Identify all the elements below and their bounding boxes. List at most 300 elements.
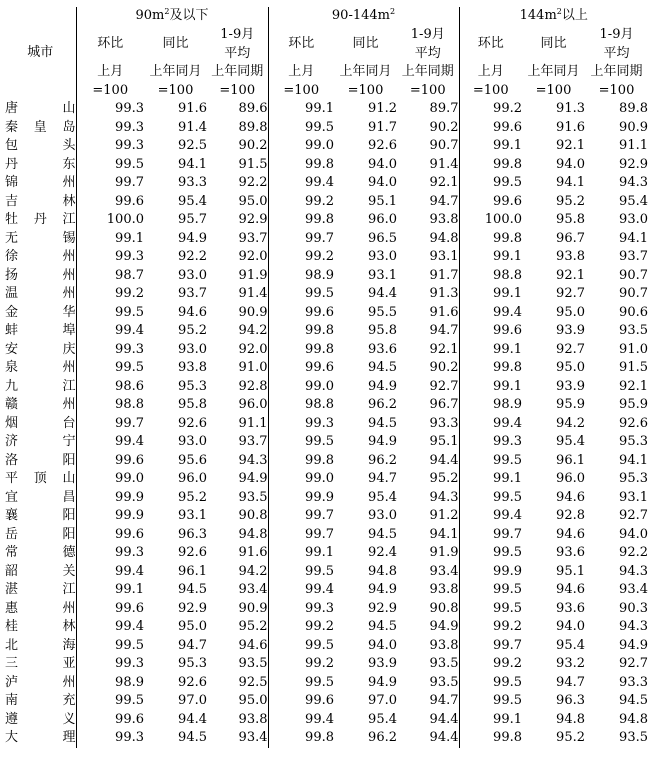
index-value: 93.6 — [556, 600, 585, 616]
index-value: 94.3 — [619, 619, 648, 634]
index-value: 95.8 — [368, 323, 397, 338]
index-value: 91.1 — [207, 415, 268, 434]
city-name: 赣州 — [5, 397, 76, 412]
base-header-cell: 上月 =100 — [76, 63, 144, 100]
index-value: 99.6 — [76, 711, 144, 730]
measure-header-cell: 环比 — [268, 26, 334, 63]
city-name: 秦皇岛 — [5, 119, 76, 135]
table-row — [5, 674, 648, 693]
index-value: 99.4 — [76, 618, 144, 637]
city-name: 南充 — [5, 693, 76, 708]
index-value: 94.4 — [397, 729, 459, 748]
price-index-table — [5, 7, 648, 748]
index-value: 93.5 — [397, 674, 459, 693]
city-name: 蚌埠 — [5, 323, 76, 338]
index-value: 99.8 — [459, 729, 522, 748]
index-value: 92.5 — [207, 674, 268, 693]
index-value: 90.7 — [397, 137, 459, 156]
table-row — [5, 692, 648, 711]
index-value: 93.4 — [207, 729, 268, 748]
table-row — [5, 119, 648, 138]
city-name: 泉州 — [5, 360, 76, 375]
index-value: 95.2 — [397, 470, 459, 489]
index-value: 99.8 — [268, 211, 334, 230]
index-value: 100.0 — [76, 211, 144, 230]
index-value: 91.3 — [556, 101, 585, 116]
table-row — [5, 211, 648, 230]
index-value: 93.3 — [619, 674, 648, 690]
index-value: 92.4 — [368, 545, 397, 560]
index-value: 98.9 — [459, 396, 522, 415]
city-name: 徐州 — [5, 249, 76, 264]
index-value: 98.8 — [459, 267, 522, 286]
index-value: 95.4 — [368, 489, 397, 505]
index-value: 94.7 — [397, 193, 459, 212]
index-value: 95.2 — [178, 489, 207, 505]
table-row — [5, 304, 648, 323]
index-value: 99.5 — [459, 452, 522, 471]
index-value: 99.3 — [268, 415, 334, 434]
index-value: 99.5 — [459, 489, 522, 508]
index-value: 99.7 — [76, 174, 144, 193]
table-row — [5, 415, 648, 434]
index-value: 99.1 — [459, 285, 522, 304]
index-value: 99.1 — [76, 230, 144, 249]
table-row — [5, 544, 648, 563]
index-value: 95.4 — [556, 637, 585, 653]
city-name: 襄阳 — [5, 508, 76, 523]
index-value: 96.2 — [368, 730, 397, 745]
index-value: 91.1 — [619, 138, 648, 153]
table-row — [5, 711, 648, 730]
index-value: 94.9 — [368, 674, 397, 690]
table-row — [5, 248, 648, 267]
index-value: 99.4 — [268, 711, 334, 730]
index-value: 96.7 — [397, 396, 459, 415]
index-value: 92.7 — [397, 378, 459, 397]
index-value: 94.2 — [207, 322, 268, 341]
index-value: 94.9 — [619, 637, 648, 653]
index-value: 98.9 — [268, 267, 334, 286]
index-value: 89.7 — [397, 100, 459, 119]
index-value: 99.2 — [459, 100, 522, 119]
table-row — [5, 433, 648, 452]
index-value: 93.1 — [368, 267, 397, 283]
index-value: 91.4 — [207, 285, 268, 304]
table-row — [5, 285, 648, 304]
index-value: 95.2 — [556, 730, 585, 745]
index-value: 94.5 — [368, 360, 397, 375]
index-value: 91.0 — [619, 341, 648, 357]
index-value: 93.7 — [178, 286, 207, 301]
index-value: 93.8 — [556, 249, 585, 264]
city-name: 湛江 — [5, 582, 76, 597]
base-header-cell: 上年同月 =100 — [149, 64, 202, 98]
index-value: 96.0 — [368, 212, 397, 227]
index-value: 99.3 — [76, 729, 144, 748]
index-value: 99.3 — [76, 119, 144, 138]
index-value: 95.0 — [207, 692, 268, 711]
city-name: 吉林 — [5, 193, 76, 209]
index-value: 98.7 — [76, 267, 144, 286]
index-value: 94.4 — [178, 711, 207, 727]
index-value: 99.9 — [459, 563, 522, 582]
table-body — [5, 100, 648, 748]
index-value: 92.1 — [619, 378, 648, 394]
index-value: 99.2 — [459, 655, 522, 674]
header-row-bases — [5, 63, 648, 100]
index-value: 95.0 — [178, 619, 207, 634]
index-value: 93.8 — [397, 581, 459, 600]
index-value: 95.4 — [368, 711, 397, 727]
index-value: 99.8 — [268, 729, 334, 748]
index-value: 95.7 — [178, 212, 207, 227]
index-value: 99.4 — [268, 174, 334, 193]
index-value: 93.9 — [368, 656, 397, 671]
index-value: 94.5 — [368, 415, 397, 431]
index-value: 94.3 — [619, 563, 648, 579]
city-name: 大理 — [5, 730, 76, 745]
index-value: 92.1 — [397, 174, 459, 193]
index-value: 98.8 — [76, 396, 144, 415]
index-value: 93.7 — [619, 249, 648, 264]
city-name: 三亚 — [5, 656, 76, 671]
table-row — [5, 156, 648, 175]
index-value: 93.0 — [178, 434, 207, 449]
index-value: 95.4 — [556, 434, 585, 449]
index-value: 94.6 — [178, 304, 207, 320]
city-name: 泸州 — [5, 674, 76, 690]
index-value: 93.8 — [397, 211, 459, 230]
index-value: 90.2 — [397, 119, 459, 138]
index-value: 94.9 — [368, 434, 397, 449]
index-value: 93.1 — [178, 508, 207, 523]
index-value: 95.2 — [178, 323, 207, 338]
index-value: 95.1 — [556, 563, 585, 579]
index-value: 92.2 — [619, 545, 648, 560]
index-value: 94.5 — [619, 693, 648, 708]
index-value: 92.2 — [178, 249, 207, 264]
index-value: 99.5 — [76, 637, 144, 656]
index-value: 93.4 — [397, 563, 459, 582]
index-value: 90.8 — [397, 600, 459, 619]
index-value: 94.7 — [178, 637, 207, 653]
index-value: 90.8 — [207, 507, 268, 526]
index-value: 94.0 — [556, 619, 585, 634]
index-value: 93.1 — [397, 248, 459, 267]
base-header-cell: 上年同期 =100 — [397, 63, 459, 100]
index-value: 94.2 — [207, 563, 268, 582]
index-value: 99.9 — [268, 489, 334, 508]
index-value: 91.0 — [207, 359, 268, 378]
base-header-cell: 上年同期 =100 — [207, 63, 268, 100]
table-row — [5, 174, 648, 193]
index-value: 94.8 — [556, 711, 585, 727]
index-value: 99.4 — [76, 322, 144, 341]
index-value: 99.2 — [268, 193, 334, 212]
index-value: 92.5 — [178, 138, 207, 153]
index-value: 89.8 — [207, 119, 268, 138]
city-name: 宜昌 — [5, 489, 76, 505]
index-value: 93.0 — [368, 508, 397, 523]
index-value: 99.4 — [76, 433, 144, 452]
index-value: 94.1 — [178, 156, 207, 172]
city-name: 扬州 — [5, 267, 76, 283]
measure-header-cell: 1-9月 平均 — [397, 26, 459, 63]
index-value: 90.2 — [397, 359, 459, 378]
table-row — [5, 193, 648, 212]
base-header-cell: 上月 =100 — [459, 63, 522, 100]
index-value: 99.1 — [459, 137, 522, 156]
index-value: 99.1 — [76, 581, 144, 600]
index-value: 93.0 — [178, 267, 207, 283]
index-value: 97.0 — [178, 693, 207, 708]
index-value: 97.0 — [368, 693, 397, 708]
index-value: 98.6 — [76, 378, 144, 397]
table-row — [5, 600, 648, 619]
index-value: 90.7 — [619, 267, 648, 283]
index-value: 90.3 — [619, 600, 648, 616]
index-value: 96.0 — [178, 471, 207, 486]
index-value: 93.0 — [178, 341, 207, 357]
index-value: 95.0 — [556, 304, 585, 320]
city-name: 岳阳 — [5, 526, 76, 542]
city-name: 常德 — [5, 545, 76, 560]
index-value: 94.8 — [397, 230, 459, 249]
base-header-cell: 上年同月 =100 — [527, 64, 580, 98]
index-value: 90.2 — [207, 137, 268, 156]
city-name: 遵义 — [5, 711, 76, 727]
index-value: 99.8 — [268, 156, 334, 175]
index-value: 91.7 — [397, 267, 459, 286]
index-value: 93.7 — [207, 230, 268, 249]
index-value: 99.3 — [76, 544, 144, 563]
table-row — [5, 100, 648, 119]
index-value: 93.5 — [397, 655, 459, 674]
index-value: 95.1 — [397, 433, 459, 452]
index-value: 99.8 — [459, 156, 522, 175]
index-value: 93.3 — [178, 175, 207, 190]
table-row — [5, 230, 648, 249]
index-value: 94.0 — [556, 156, 585, 172]
index-value: 94.4 — [397, 452, 459, 471]
index-value: 99.1 — [459, 470, 522, 489]
index-value: 94.8 — [207, 526, 268, 545]
index-value: 99.2 — [459, 618, 522, 637]
index-value: 99.7 — [76, 415, 144, 434]
index-value: 93.8 — [178, 360, 207, 375]
city-name: 金华 — [5, 304, 76, 320]
index-value: 90.9 — [619, 119, 648, 135]
index-value: 92.1 — [556, 138, 585, 153]
index-value: 95.3 — [178, 378, 207, 394]
index-value: 92.8 — [207, 378, 268, 397]
index-value: 99.5 — [459, 544, 522, 563]
index-value: 94.0 — [368, 175, 397, 190]
index-value: 93.5 — [619, 323, 648, 338]
index-value: 96.0 — [207, 396, 268, 415]
measure-header-cell: 1-9月 平均 — [599, 27, 634, 61]
index-value: 90.9 — [207, 600, 268, 619]
index-value: 99.0 — [76, 470, 144, 489]
index-value: 92.7 — [556, 286, 585, 301]
index-value: 91.6 — [397, 304, 459, 323]
index-value: 91.6 — [556, 119, 585, 135]
index-value: 98.9 — [76, 674, 144, 693]
city-name: 九江 — [5, 378, 76, 394]
index-value: 95.9 — [556, 397, 585, 412]
index-value: 94.8 — [368, 563, 397, 579]
index-value: 95.3 — [619, 471, 648, 486]
index-value: 99.3 — [76, 655, 144, 674]
index-value: 91.6 — [178, 101, 207, 116]
city-name: 洛阳 — [5, 452, 76, 468]
index-value: 93.8 — [207, 711, 268, 730]
index-value: 99.7 — [268, 507, 334, 526]
index-value: 99.6 — [76, 600, 144, 619]
index-value: 92.6 — [178, 674, 207, 690]
index-value: 100.0 — [459, 211, 522, 230]
index-value: 99.3 — [76, 100, 144, 119]
table-row — [5, 470, 648, 489]
index-value: 91.2 — [397, 507, 459, 526]
index-value: 92.1 — [397, 341, 459, 360]
index-value: 96.0 — [556, 471, 585, 486]
index-value: 93.2 — [556, 656, 585, 671]
index-value: 99.5 — [459, 174, 522, 193]
index-value: 94.9 — [178, 230, 207, 246]
table-row — [5, 729, 648, 748]
index-value: 92.9 — [368, 600, 397, 616]
index-value: 99.4 — [459, 507, 522, 526]
table-row — [5, 341, 648, 360]
city-name: 丹东 — [5, 156, 76, 172]
index-value: 99.8 — [268, 341, 334, 360]
index-value: 99.0 — [268, 378, 334, 397]
index-value: 99.2 — [268, 618, 334, 637]
index-value: 93.9 — [556, 323, 585, 338]
city-name: 安庆 — [5, 341, 76, 357]
index-value: 91.9 — [207, 267, 268, 286]
city-name: 北海 — [5, 637, 76, 653]
index-value: 99.6 — [76, 452, 144, 471]
table-row — [5, 267, 648, 286]
index-value: 94.1 — [397, 526, 459, 545]
index-value: 91.9 — [397, 544, 459, 563]
index-value: 93.0 — [619, 212, 648, 227]
index-value: 95.0 — [556, 360, 585, 375]
index-value: 93.4 — [207, 581, 268, 600]
index-value: 94.9 — [368, 582, 397, 597]
index-value: 99.9 — [76, 507, 144, 526]
measure-header-cell: 同比 — [540, 36, 567, 52]
index-value: 99.1 — [268, 100, 334, 119]
table-row — [5, 452, 648, 471]
index-value: 91.5 — [619, 360, 648, 375]
index-value: 99.0 — [268, 470, 334, 489]
city-name: 温州 — [5, 286, 76, 301]
index-value: 93.6 — [556, 545, 585, 560]
index-value: 99.5 — [268, 285, 334, 304]
index-value: 93.4 — [619, 582, 648, 597]
index-value: 99.8 — [459, 359, 522, 378]
index-value: 92.8 — [556, 508, 585, 523]
index-value: 94.9 — [207, 470, 268, 489]
index-value: 95.4 — [178, 193, 207, 209]
index-value: 99.3 — [76, 341, 144, 360]
index-value: 99.5 — [268, 119, 334, 138]
index-value: 99.4 — [459, 415, 522, 434]
index-value: 94.6 — [556, 489, 585, 505]
index-value: 91.3 — [397, 285, 459, 304]
index-value: 99.6 — [76, 193, 144, 212]
index-value: 94.6 — [556, 582, 585, 597]
city-name: 桂林 — [5, 619, 76, 634]
index-value: 90.7 — [619, 286, 648, 301]
index-value: 99.2 — [268, 248, 334, 267]
index-value: 92.6 — [178, 415, 207, 431]
table-row — [5, 359, 648, 378]
index-value: 96.3 — [556, 693, 585, 708]
index-value: 99.6 — [459, 193, 522, 212]
index-value: 96.7 — [556, 230, 585, 246]
index-value: 96.1 — [556, 452, 585, 468]
index-value: 99.1 — [459, 248, 522, 267]
index-value: 99.7 — [268, 526, 334, 545]
index-value: 99.5 — [76, 692, 144, 711]
table-row — [5, 563, 648, 582]
index-value: 94.1 — [619, 230, 648, 246]
index-value: 90.6 — [619, 304, 648, 320]
index-value: 94.2 — [556, 415, 585, 431]
table-row — [5, 137, 648, 156]
index-value: 95.5 — [368, 304, 397, 320]
index-value: 99.4 — [459, 304, 522, 323]
index-value: 92.7 — [556, 341, 585, 357]
table-row — [5, 618, 648, 637]
index-value: 99.5 — [76, 359, 144, 378]
index-value: 94.0 — [368, 156, 397, 172]
measure-header-cell: 环比 — [76, 26, 144, 63]
index-value: 99.5 — [76, 304, 144, 323]
index-value: 92.9 — [619, 156, 648, 172]
index-value: 99.6 — [76, 526, 144, 545]
index-value: 93.5 — [207, 489, 268, 508]
city-name: 牡丹江 — [5, 212, 76, 227]
table-row — [5, 526, 648, 545]
index-value: 99.4 — [268, 581, 334, 600]
measure-header-cell: 同比 — [352, 36, 379, 52]
city-name: 平顶山 — [5, 471, 76, 486]
index-value: 99.3 — [268, 600, 334, 619]
index-value: 93.1 — [619, 489, 648, 505]
index-value: 94.6 — [556, 526, 585, 542]
index-value: 93.5 — [207, 655, 268, 674]
index-value: 95.3 — [619, 434, 648, 449]
index-value: 99.6 — [459, 119, 522, 138]
index-value: 99.4 — [76, 563, 144, 582]
index-value: 99.3 — [76, 248, 144, 267]
table-row — [5, 396, 648, 415]
group-header-large: $144m^2$以上 — [519, 7, 588, 24]
index-value: 92.0 — [207, 248, 268, 267]
index-value: 91.6 — [207, 544, 268, 563]
index-value: 95.8 — [178, 397, 207, 412]
index-value: 92.9 — [178, 600, 207, 616]
index-value: 94.5 — [178, 730, 207, 745]
index-value: 95.2 — [207, 618, 268, 637]
index-value: 94.5 — [368, 619, 397, 634]
